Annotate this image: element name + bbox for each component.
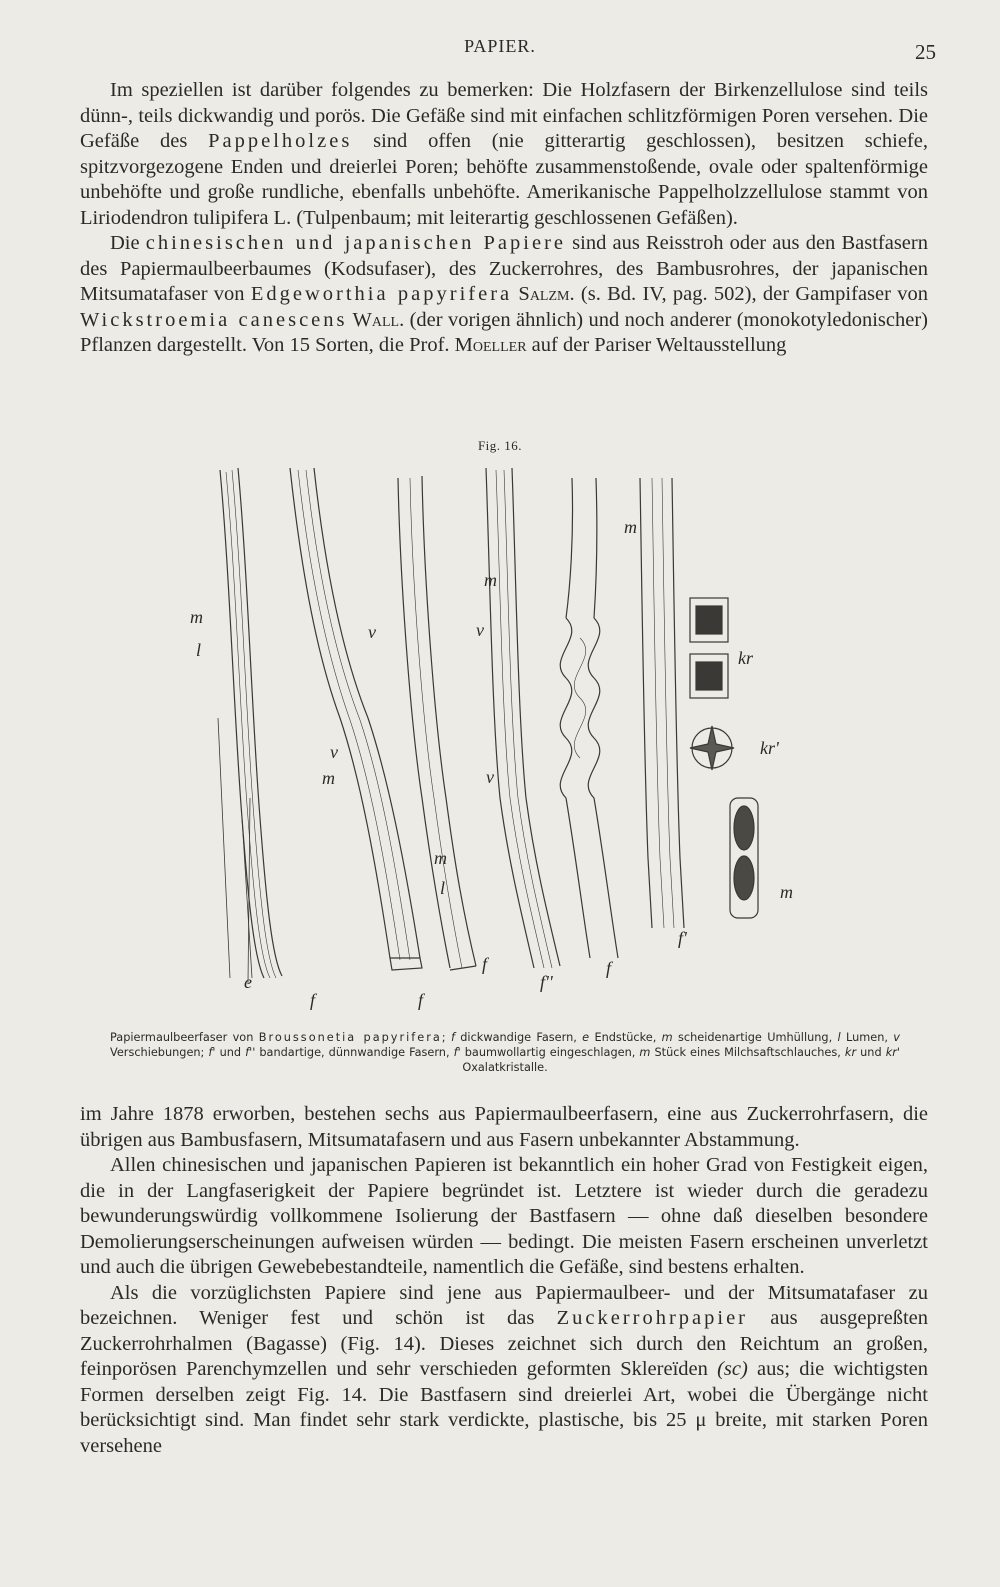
label-v1: v (368, 622, 376, 642)
paragraph-4: Allen chinesischen und japanischen Papieren ist bekanntlich ein hoher Grad von Festigkeit eigen, die in der Langfaserigkeit der Papiere begründet ist. Letztere ist wieder durch die geradezu bewunderungswürdig vollkommene Isolierung der Bastfasern — ohne daß dieselben besondere Demolierungserscheinungen aufweisen würden — bedingt. Die meisten Fasern erscheinen unverletzt und auch die übrigen Gewebebestandteile, namentlich die Gefäße, sind bestens erhalten. (80, 1154, 928, 1278)
label-m4: m (434, 848, 447, 868)
fiber-illustration (190, 458, 810, 1018)
label-m3: m (484, 570, 497, 590)
label-f5: f (606, 958, 612, 978)
label-m2: m (322, 768, 335, 788)
fiber-1 (218, 468, 282, 983)
fiber-2 (290, 468, 422, 970)
label-f2: f (418, 990, 424, 1010)
label-m5: m (624, 517, 637, 537)
fiber-6 (640, 478, 758, 928)
figure-label: Fig. 16. (477, 438, 523, 453)
label-v3: v (476, 620, 484, 640)
label-kr: kr (738, 648, 753, 668)
label-f4: f'' (540, 972, 553, 992)
label-v4: v (486, 767, 494, 787)
label-v2: v (330, 742, 338, 762)
paragraph-2: Die chinesischen und japanischen Papiere sind aus Reisstroh oder aus den Bastfasern des Papiermaulbeerbaumes (Kodsufaser), des Zuckerrohres, des Bambusrohres, der japanischen Mitsumatafaser von Edgeworthia papyrifera Salzm. (s. Bd. IV, pag. 502), der Gampifaser von Wickstroemia canescens Wall. (der vorigen ähnlich) und noch anderer (monokotyledonischer) Pflanzen dargestellt. Von 15 Sorten, die Prof. Moeller auf der Pariser Weltausstellung (80, 232, 928, 356)
paragraph-1: Im speziellen ist darüber folgendes zu bemerken: Die Holzfasern der Birkenzellulose sind teils dünn-, teils dickwandig und porös. Die Gefäße sind mit einfachen schlitzförmigen Poren versehen. Die Gefäße des Pappelholzes sind offen (nie gitterartig geschlossen), besitzen schiefe, spitzvorgezogene Enden und dreierlei Poren; behöfte zusammenstoßende, ovale oder spaltenförmige unbehöfte und große rundliche, ebenfalls unbehöfte. Amerikanische Pappelholzzellulose stammt von Liriodendron tulipifera L. (Tulpenbaum; mit leiterartig geschlossenen Gefäßen). (80, 79, 928, 229)
label-l-left: l (196, 640, 202, 660)
label-m6: m (780, 882, 793, 902)
figure-caption: Papiermaulbeerfaser von Broussonetia papyrifera; f dickwandige Fasern, e Endstücke, m scheidenartige Umhüllung, l Lumen, v Verschiebungen; f' und f'' bandartige, dünnwandige Fasern, f' baumwollartig eingeschlagen, m Stück eines Milchsaftschlauches, kr und kr' Oxalatkristalle. (110, 1031, 900, 1074)
label-f3: f (482, 954, 488, 974)
paragraph-5: Als die vorzüglichsten Papiere sind jene aus Papiermaulbeer- und der Mitsumatafaser zu bezeichnen. Weniger fest und schön ist das Zuckerrohrpapier aus ausgepreßten Zuckerrohrhalmen (Bagasse) (Fig. 14). Dieses zeichnet sich durch den Reichtum an großen, feinporösen Parenchymzellen und sehr verschieden geformten Sklereïden (sc) aus; die wichtigsten Formen derselben zeigt Fig. 14. Die Bastfasern sind dreierlei Art, wobei die Übergänge nicht berücksichtigt sind. Man findet sehr stark verdickte, plastische, bis 25 μ breite, mit starken Poren versehene (80, 1281, 928, 1457)
running-header: PAPIER. (464, 36, 536, 56)
label-f6: f' (678, 928, 687, 948)
fiber-4 (486, 468, 560, 968)
fiber-5-wavy (560, 478, 618, 958)
paragraph-3: im Jahre 1878 erworben, bestehen sechs aus Papiermaulbeerfasern, eine aus Zuckerrohrfasern, die übrigen aus Bambusfasern, Mitsumatafasern und aus Fasern unbekannter Abstammung. (80, 1103, 928, 1151)
label-e: e (244, 972, 252, 992)
page-number: 25 (915, 40, 936, 64)
label-kr1: kr' (760, 738, 779, 758)
label-l2: l (440, 878, 446, 898)
lower-text (80, 1102, 928, 1459)
label-m-left: m (190, 607, 203, 627)
upper-text (80, 78, 928, 359)
label-f1: f (310, 990, 316, 1010)
